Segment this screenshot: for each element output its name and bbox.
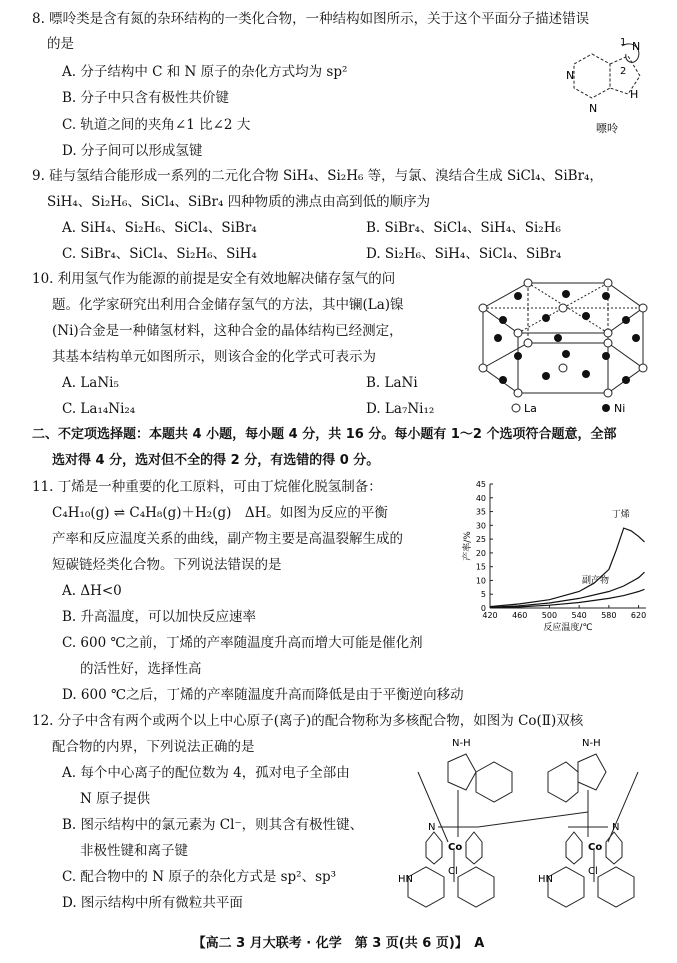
n-left-label: N (428, 822, 436, 833)
y-tick-label: 45 (475, 480, 486, 489)
hn-left-label: HN (398, 874, 413, 885)
purine-n-left: N (566, 69, 575, 82)
y-tick-label: 20 (475, 548, 486, 558)
lani-crystal-structure-figure (458, 258, 658, 418)
angle-1-label: 1 (620, 37, 627, 48)
q11-stem-line2: C₄H₁₀(g) ⇌ C₄H₈(g)＋H₂(g) ΔH。如图为反应的平衡 (52, 505, 388, 521)
q12-option-a-line1: A. 每个中心离子的配位数为 4，孤对电子全部由 (62, 765, 350, 781)
q10-option-a: A. LaNi₅ (62, 375, 119, 391)
q9-stem-line1: 9. 硅与氢结合能形成一系列的二元化合物 SiH₄、Si₂H₆ 等，与氯、溴结合生成 SiCl₄、SiBr₄， (32, 168, 603, 184)
x-tick-label: 540 (571, 611, 587, 620)
q8-stem-line2: 的是 (47, 36, 74, 52)
q8-option-d: D. 分子间可以形成氢键 (62, 143, 203, 159)
q9-option-b: B. SiBr₄、SiCl₄、SiH₄、Si₂H₆ (366, 220, 561, 236)
series-label: 副产物 (582, 576, 610, 587)
co-left-label: Co (448, 842, 463, 853)
cl-left-label: Cl (448, 866, 458, 877)
section2-line2: 选对得 4 分，选对但不全的得 2 分，有选错的得 0 分。 (52, 453, 380, 468)
x-tick-label: 460 (512, 611, 528, 620)
q9-option-d: D. Si₂H₆、SiH₄、SiCl₄、SiBr₄ (366, 246, 562, 262)
y-axis-label: 产率/% (463, 531, 473, 561)
purine-n-top: N (632, 40, 641, 53)
cobalt-dinuclear-complex-figure (398, 732, 668, 922)
legend-ni-label: Ni (614, 402, 626, 415)
q10-stem-line4: 其基本结构单元如图所示，则该合金的化学式可表示为 (52, 349, 376, 365)
q12-option-c: C. 配合物中的 N 原子的杂化方式是 sp²、sp³ (62, 869, 337, 885)
x-tick-label: 580 (601, 611, 617, 620)
x-tick-label: 620 (630, 611, 647, 620)
q8-stem-line1: 8. 嘌呤类是含有氮的杂环结构的一类化合物，一种结构如图所示，关于这个平面分子描述错误 (32, 11, 590, 27)
nh-top-right-label: N-H (582, 738, 601, 749)
page-footer: 【高二 3 月大联考 · 化学 第 3 页(共 6 页)】 A (192, 936, 485, 951)
purine-caption: 嘌呤 (596, 122, 618, 135)
q12-stem-line1: 12. 分子中含有两个或两个以上中心原子(离子)的配合物称为多核配合物，如图为 Co(Ⅱ)双核 (32, 713, 584, 729)
co-right-label: Co (588, 842, 603, 853)
q11-stem-line1: 11. 丁烯是一种重要的化工原料，可由丁烷催化脱氢制备： (32, 479, 382, 495)
butene-yield-chart (458, 476, 658, 636)
series-label: 丁烯 (611, 510, 630, 521)
section2-line1: 二、不定项选择题：本题共 4 小题，每小题 4 分，共 16 分。每小题有 1～2 个选项符合题意，全部 (32, 427, 617, 442)
q11-option-a: A. ΔH<0 (62, 583, 122, 599)
q11-option-b: B. 升高温度，可以加快反应速率 (62, 609, 257, 625)
n-right-label: N (612, 822, 620, 833)
purine-nh: H (630, 88, 639, 101)
q10-stem-line3: (Ni)合金是一种储氢材料，这种合金的晶体结构已经测定， (52, 323, 403, 339)
q10-stem-line1: 10. 利用氢气作为能源的前提是安全有效地解决储存氢气的问 (32, 271, 396, 287)
legend-ni-marker (602, 404, 610, 412)
q10-stem-line2: 题。化学家研究出利用合金储存氢气的方法，其中镧(La)镍 (52, 297, 404, 313)
purine-structure-figure (560, 36, 670, 136)
y-tick-label: 35 (475, 507, 486, 517)
y-tick-label: 5 (480, 590, 486, 600)
series-line (490, 528, 645, 607)
q11-stem-line4: 短碳链烃类化合物。下列说法错误的是 (52, 557, 282, 573)
q12-option-b-line1: B. 图示结构中的氯元素为 Cl⁻，则其含有极性键、 (62, 817, 364, 833)
series-line (490, 572, 645, 607)
purine-n-bottom: N (589, 102, 598, 115)
q8-option-a: A. 分子结构中 C 和 N 原子的杂化方式均为 sp² (62, 64, 348, 80)
x-axis-label: 反应温度/℃ (543, 623, 593, 633)
q9-stem-line2: SiH₄、Si₂H₆、SiCl₄、SiBr₄ 四种物质的沸点由高到低的顺序为 (47, 194, 431, 210)
q10-option-d: D. La₇Ni₁₂ (366, 401, 435, 417)
q12-stem-line2: 配合物的内界，下列说法正确的是 (52, 739, 255, 755)
q10-option-c: C. La₁₄Ni₂₄ (62, 401, 136, 417)
q11-option-d: D. 600 ℃之后，丁烯的产率随温度升高而降低是由于平衡逆向移动 (62, 687, 464, 703)
y-tick-label: 10 (475, 576, 486, 586)
q8-option-b: B. 分子中只含有极性共价键 (62, 90, 230, 106)
nh-top-left-label: N-H (452, 738, 471, 749)
q11-option-c-line2: 的活性好，选择性高 (80, 661, 202, 677)
q9-option-a: A. SiH₄、Si₂H₆、SiCl₄、SiBr₄ (62, 220, 257, 236)
q12-option-b-line2: 非极性键和离子键 (80, 843, 188, 859)
y-tick-label: 40 (475, 493, 486, 503)
x-tick-label: 500 (541, 611, 558, 620)
legend-la-marker (512, 404, 520, 412)
q9-option-c: C. SiBr₄、SiCl₄、Si₂H₆、SiH₄ (62, 246, 257, 262)
x-tick-label: 420 (482, 611, 498, 620)
hn-right-label: HN (538, 874, 553, 885)
q8-option-c: C. 轨道之间的夹角∠1 比∠2 大 (62, 117, 251, 133)
q12-option-a-line2: N 原子提供 (80, 791, 151, 807)
y-tick-label: 15 (475, 562, 486, 572)
y-tick-label: 25 (475, 535, 486, 545)
legend-la-label: La (524, 402, 537, 415)
q10-option-b: B. LaNi (366, 375, 418, 391)
y-tick-label: 30 (475, 521, 486, 531)
q12-option-d: D. 图示结构中所有微粒共平面 (62, 895, 243, 911)
q11-option-c-line1: C. 600 ℃之前，丁烯的产率随温度升高而增大可能是催化剂 (62, 635, 423, 651)
cl-right-label: Cl (588, 866, 598, 877)
y-tick-label: 0 (480, 604, 486, 613)
q11-stem-line3: 产率和反应温度关系的曲线，副产物主要是高温裂解生成的 (52, 531, 403, 547)
angle-2-label: 2 (620, 66, 627, 77)
